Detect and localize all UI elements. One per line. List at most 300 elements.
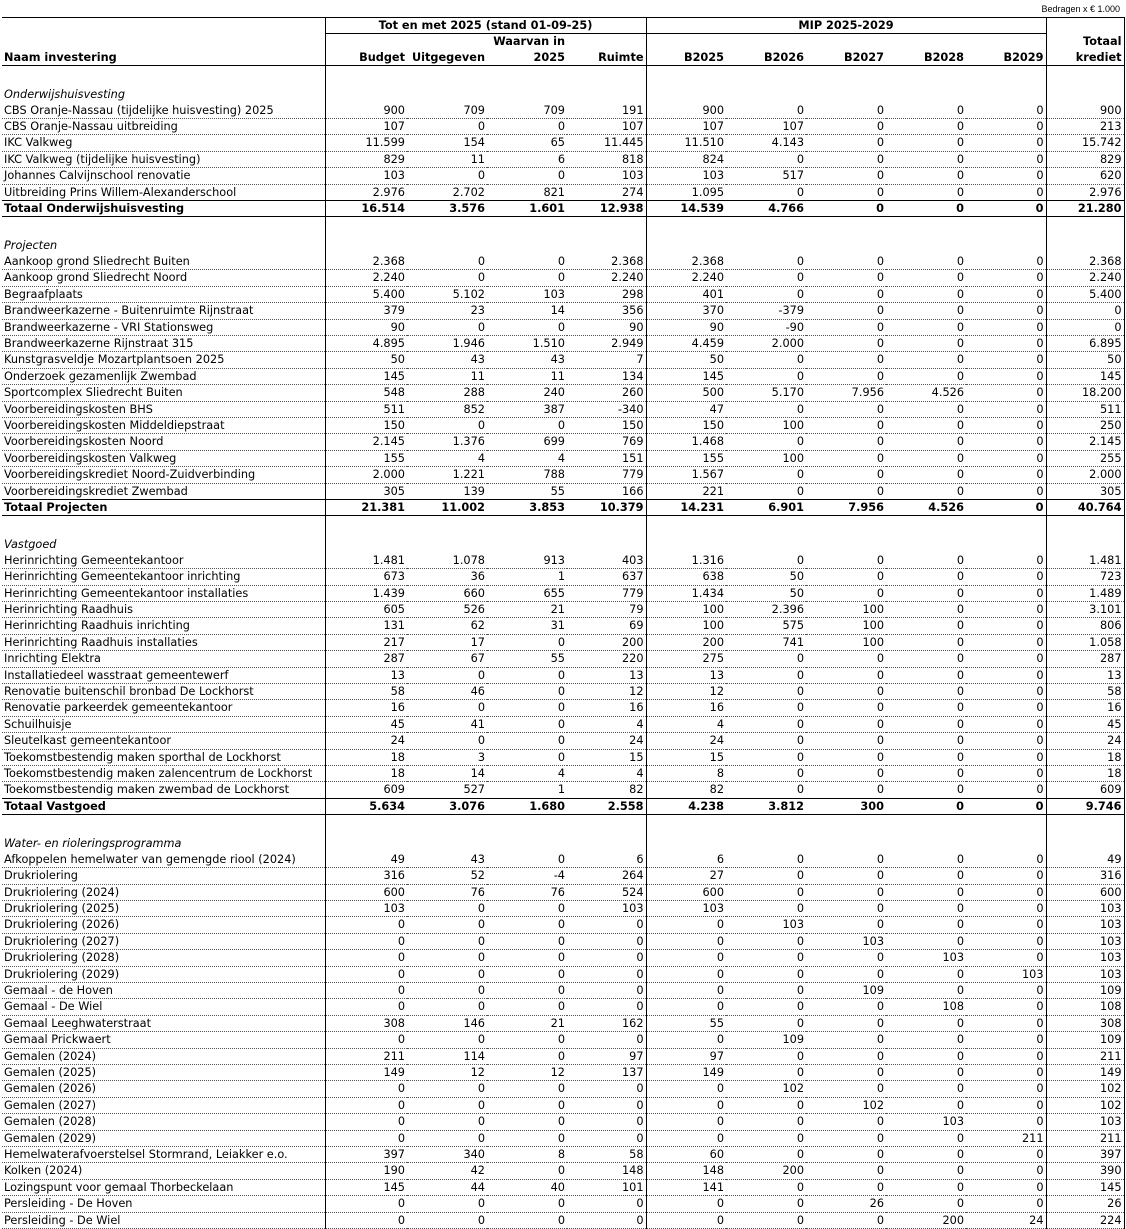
cell-b2028: 0 xyxy=(886,1147,966,1163)
cell-b2025: 13 xyxy=(646,667,726,683)
table-row xyxy=(2,585,1124,601)
cell-b2025: 0 xyxy=(646,1097,726,1113)
investment-name: Gemaal - De Wiel xyxy=(2,999,325,1015)
header-col-uitgegeven: Uitgegeven xyxy=(407,34,487,66)
cell-b2028: 0 xyxy=(886,966,966,982)
cell-totaal: 18 xyxy=(1046,749,1124,765)
cell-b2029: 0 xyxy=(966,684,1046,700)
spacer-cell xyxy=(726,815,806,837)
cell-totaal: 900 xyxy=(1046,103,1124,119)
section-empty-cell xyxy=(325,836,407,851)
section-empty-cell xyxy=(325,537,407,552)
cell-budget: 5.634 xyxy=(325,798,407,814)
cell-ruimte: 162 xyxy=(567,1015,646,1031)
investment-name: Gemalen (2028) xyxy=(2,1114,325,1130)
cell-waarvan: 21 xyxy=(487,1015,567,1031)
spacer-cell xyxy=(2,66,325,88)
cell-b2025: 200 xyxy=(646,634,726,650)
cell-budget: 0 xyxy=(325,1114,407,1130)
cell-b2026: 517 xyxy=(726,168,806,184)
spacer-cell xyxy=(487,815,567,837)
cell-budget: 2.976 xyxy=(325,184,407,200)
spacer-cell xyxy=(806,217,886,239)
investment-name: Toekomstbestendig maken zalencentrum de Lockhorst xyxy=(2,766,325,782)
cell-b2029: 0 xyxy=(966,618,1046,634)
section-empty-cell xyxy=(567,87,646,102)
section-empty-cell xyxy=(646,836,726,851)
cell-totaal: 6.895 xyxy=(1046,335,1124,351)
cell-b2026: 3.812 xyxy=(726,798,806,814)
cell-totaal: 9.746 xyxy=(1046,798,1124,814)
table-row xyxy=(2,417,1124,433)
cell-b2027: 0 xyxy=(806,1179,886,1195)
investment-name: Gemalen (2029) xyxy=(2,1130,325,1146)
cell-budget: 0 xyxy=(325,966,407,982)
table-body xyxy=(2,66,1124,1229)
cell-b2026: 0 xyxy=(726,103,806,119)
cell-b2028: 0 xyxy=(886,417,966,433)
cell-ruimte: 10.379 xyxy=(567,499,646,515)
cell-uitgegeven: 62 xyxy=(407,618,487,634)
cell-b2027: 0 xyxy=(806,950,886,966)
investment-name: Schuilhuisje xyxy=(2,716,325,732)
cell-waarvan: 0 xyxy=(487,1212,567,1228)
investment-name: Voorbereidingskosten Middeldiepstraat xyxy=(2,417,325,433)
cell-b2025: 1.434 xyxy=(646,585,726,601)
cell-uitgegeven: 0 xyxy=(407,168,487,184)
cell-b2028: 103 xyxy=(886,950,966,966)
header-col-b2029: B2029 xyxy=(966,34,1046,66)
cell-totaal: 109 xyxy=(1046,1032,1124,1048)
cell-totaal: 2.976 xyxy=(1046,184,1124,200)
cell-b2026: 0 xyxy=(726,933,806,949)
section-empty-cell xyxy=(325,87,407,102)
table-row xyxy=(2,868,1124,884)
investment-name: Johannes Calvijnschool renovatie xyxy=(2,168,325,184)
cell-uitgegeven: 709 xyxy=(407,103,487,119)
spacer-cell xyxy=(2,815,325,837)
investment-name: Lozingspunt voor gemaal Thorbeckelaan xyxy=(2,1179,325,1195)
cell-waarvan: 0 xyxy=(487,900,567,916)
cell-waarvan: 1.680 xyxy=(487,798,567,814)
cell-uitgegeven: 0 xyxy=(407,270,487,286)
cell-b2029: 0 xyxy=(966,569,1046,585)
cell-b2025: 27 xyxy=(646,868,726,884)
cell-b2028: 0 xyxy=(886,1196,966,1212)
table-row xyxy=(2,933,1124,949)
cell-waarvan: 11 xyxy=(487,368,567,384)
cell-uitgegeven: 42 xyxy=(407,1163,487,1179)
cell-totaal: 109 xyxy=(1046,982,1124,998)
cell-b2029: 0 xyxy=(966,1081,1046,1097)
cell-totaal: 103 xyxy=(1046,933,1124,949)
cell-b2027: 0 xyxy=(806,733,886,749)
cell-b2027: 7.956 xyxy=(806,385,886,401)
cell-b2025: 6 xyxy=(646,852,726,868)
table-row xyxy=(2,749,1124,765)
table-row xyxy=(2,467,1124,483)
cell-b2029: 0 xyxy=(966,135,1046,151)
spacer-cell xyxy=(646,66,726,88)
cell-waarvan: 0 xyxy=(487,733,567,749)
cell-uitgegeven: 0 xyxy=(407,319,487,335)
cell-budget: 0 xyxy=(325,1097,407,1113)
spacer-cell xyxy=(1046,217,1124,239)
cell-b2029: 0 xyxy=(966,352,1046,368)
cell-b2027: 0 xyxy=(806,254,886,270)
cell-b2026: 0 xyxy=(726,352,806,368)
cell-budget: 190 xyxy=(325,1163,407,1179)
cell-b2025: 11.510 xyxy=(646,135,726,151)
investment-name: Voorbereidingskrediet Zwembad xyxy=(2,483,325,499)
cell-b2027: 0 xyxy=(806,201,886,217)
cell-b2029: 0 xyxy=(966,884,1046,900)
cell-ruimte: 524 xyxy=(567,884,646,900)
spacer-row xyxy=(2,815,1124,837)
cell-totaal: 103 xyxy=(1046,950,1124,966)
section-empty-cell xyxy=(567,238,646,253)
spacer-cell xyxy=(1046,516,1124,538)
cell-ruimte: 12 xyxy=(567,684,646,700)
cell-b2029: 0 xyxy=(966,933,1046,949)
cell-waarvan: 0 xyxy=(487,417,567,433)
cell-totaal: 1.058 xyxy=(1046,634,1124,650)
cell-waarvan: -4 xyxy=(487,868,567,884)
cell-b2025: 150 xyxy=(646,417,726,433)
cell-b2028: 0 xyxy=(886,168,966,184)
cell-ruimte: 107 xyxy=(567,119,646,135)
cell-b2029: 0 xyxy=(966,1097,1046,1113)
cell-b2027: 0 xyxy=(806,766,886,782)
cell-ruimte: 166 xyxy=(567,483,646,499)
cell-totaal: 103 xyxy=(1046,900,1124,916)
header-col-waarvan: Waarvan in 2025 xyxy=(487,34,567,66)
cell-uitgegeven: 852 xyxy=(407,401,487,417)
spacer-cell xyxy=(646,516,726,538)
cell-totaal: 145 xyxy=(1046,1179,1124,1195)
section-empty-cell xyxy=(966,238,1046,253)
cell-waarvan: 0 xyxy=(487,667,567,683)
cell-b2026: 0 xyxy=(726,716,806,732)
cell-b2026: 0 xyxy=(726,467,806,483)
spacer-cell xyxy=(806,815,886,837)
cell-b2026: -379 xyxy=(726,303,806,319)
investment-name: Persleiding - De Wiel xyxy=(2,1212,325,1228)
cell-b2028: 0 xyxy=(886,868,966,884)
cell-waarvan: 0 xyxy=(487,999,567,1015)
cell-uitgegeven: 41 xyxy=(407,716,487,732)
cell-waarvan: 40 xyxy=(487,1179,567,1195)
cell-b2028: 0 xyxy=(886,151,966,167)
cell-b2028: 0 xyxy=(886,917,966,933)
cell-b2027: 0 xyxy=(806,368,886,384)
cell-budget: 107 xyxy=(325,119,407,135)
section-empty-cell xyxy=(1046,87,1124,102)
cell-b2028: 0 xyxy=(886,119,966,135)
section-empty-cell xyxy=(487,836,567,851)
cell-uitgegeven: 43 xyxy=(407,852,487,868)
table-row xyxy=(2,319,1124,335)
cell-ruimte: 779 xyxy=(567,585,646,601)
cell-totaal: 102 xyxy=(1046,1097,1124,1113)
cell-b2028: 4.526 xyxy=(886,385,966,401)
cell-b2027: 0 xyxy=(806,401,886,417)
cell-b2029: 0 xyxy=(966,900,1046,916)
cell-budget: 0 xyxy=(325,999,407,1015)
cell-ruimte: 818 xyxy=(567,151,646,167)
cell-b2028: 108 xyxy=(886,999,966,1015)
cell-b2029: 0 xyxy=(966,151,1046,167)
cell-b2027: 0 xyxy=(806,999,886,1015)
cell-b2027: 300 xyxy=(806,798,886,814)
section-empty-cell xyxy=(646,238,726,253)
cell-ruimte: 403 xyxy=(567,553,646,569)
spacer-cell xyxy=(806,66,886,88)
cell-b2027: 0 xyxy=(806,184,886,200)
cell-b2026: 0 xyxy=(726,900,806,916)
section-empty-cell xyxy=(1046,836,1124,851)
cell-totaal: 1.481 xyxy=(1046,553,1124,569)
investment-name: Herinrichting Raadhuis xyxy=(2,602,325,618)
cell-ruimte: 148 xyxy=(567,1163,646,1179)
cell-b2029: 0 xyxy=(966,168,1046,184)
cell-totaal: 1.489 xyxy=(1046,585,1124,601)
cell-uitgegeven: 17 xyxy=(407,634,487,650)
cell-b2026: -90 xyxy=(726,319,806,335)
cell-uitgegeven: 0 xyxy=(407,999,487,1015)
cell-b2027: 0 xyxy=(806,483,886,499)
section-empty-cell xyxy=(487,537,567,552)
table-row xyxy=(2,618,1124,634)
cell-ruimte: 2.558 xyxy=(567,798,646,814)
table-row xyxy=(2,1048,1124,1064)
cell-totaal: 211 xyxy=(1046,1130,1124,1146)
spacer-cell xyxy=(325,217,407,239)
cell-waarvan: 0 xyxy=(487,1097,567,1113)
cell-b2028: 0 xyxy=(886,798,966,814)
cell-waarvan: 0 xyxy=(487,119,567,135)
cell-b2025: 145 xyxy=(646,368,726,384)
cell-ruimte: 12.938 xyxy=(567,201,646,217)
cell-waarvan: 0 xyxy=(487,684,567,700)
cell-b2025: 60 xyxy=(646,1147,726,1163)
cell-b2029: 0 xyxy=(966,103,1046,119)
cell-totaal: 255 xyxy=(1046,450,1124,466)
cell-b2029: 0 xyxy=(966,385,1046,401)
section-empty-cell xyxy=(1046,537,1124,552)
cell-b2028: 0 xyxy=(886,467,966,483)
cell-b2025: 0 xyxy=(646,917,726,933)
cell-uitgegeven: 52 xyxy=(407,868,487,884)
cell-b2027: 0 xyxy=(806,1147,886,1163)
table-row xyxy=(2,335,1124,351)
total-label: Totaal Projecten xyxy=(2,499,325,515)
cell-waarvan: 4 xyxy=(487,450,567,466)
table-row xyxy=(2,1097,1124,1113)
table-row xyxy=(2,1015,1124,1031)
investment-name: Persleiding - De Hoven xyxy=(2,1196,325,1212)
cell-ruimte: 150 xyxy=(567,417,646,433)
cell-b2027: 0 xyxy=(806,335,886,351)
table-row xyxy=(2,1147,1124,1163)
header-spacer-right xyxy=(1046,18,1124,34)
cell-b2028: 0 xyxy=(886,553,966,569)
cell-uitgegeven: 0 xyxy=(407,917,487,933)
section-empty-cell xyxy=(726,87,806,102)
cell-ruimte: 356 xyxy=(567,303,646,319)
cell-totaal: 390 xyxy=(1046,1163,1124,1179)
cell-b2026: 0 xyxy=(726,733,806,749)
investment-name: Sleutelkast gemeentekantoor xyxy=(2,733,325,749)
cell-b2027: 0 xyxy=(806,1064,886,1080)
cell-b2026: 0 xyxy=(726,651,806,667)
cell-b2025: 1.468 xyxy=(646,434,726,450)
cell-budget: 103 xyxy=(325,900,407,916)
spacer-cell xyxy=(646,815,726,837)
cell-totaal: 308 xyxy=(1046,1015,1124,1031)
cell-budget: 103 xyxy=(325,168,407,184)
cell-b2025: 100 xyxy=(646,602,726,618)
cell-b2026: 0 xyxy=(726,950,806,966)
cell-b2028: 0 xyxy=(886,270,966,286)
table-row xyxy=(2,184,1124,200)
section-header-row xyxy=(2,836,1124,851)
cell-b2026: 200 xyxy=(726,1163,806,1179)
investment-name: Drukriolering (2028) xyxy=(2,950,325,966)
spacer-cell xyxy=(2,217,325,239)
cell-ruimte: 274 xyxy=(567,184,646,200)
cell-b2029: 0 xyxy=(966,499,1046,515)
section-empty-cell xyxy=(487,238,567,253)
cell-uitgegeven: 1.078 xyxy=(407,553,487,569)
cell-b2025: 149 xyxy=(646,1064,726,1080)
cell-b2029: 0 xyxy=(966,1048,1046,1064)
cell-b2027: 0 xyxy=(806,151,886,167)
section-empty-cell xyxy=(726,836,806,851)
section-empty-cell xyxy=(886,238,966,253)
cell-uitgegeven: 36 xyxy=(407,569,487,585)
cell-uitgegeven: 2.702 xyxy=(407,184,487,200)
cell-b2029: 0 xyxy=(966,254,1046,270)
section-empty-cell xyxy=(886,836,966,851)
cell-totaal: 21.280 xyxy=(1046,201,1124,217)
section-empty-cell xyxy=(726,238,806,253)
cell-b2028: 0 xyxy=(886,749,966,765)
cell-b2026: 741 xyxy=(726,634,806,650)
cell-ruimte: 0 xyxy=(567,950,646,966)
investment-name: Aankoop grond Sliedrecht Buiten xyxy=(2,254,325,270)
cell-budget: 155 xyxy=(325,450,407,466)
cell-b2026: 0 xyxy=(726,884,806,900)
cell-budget: 217 xyxy=(325,634,407,650)
table-row xyxy=(2,950,1124,966)
cell-b2027: 0 xyxy=(806,103,886,119)
cell-b2029: 0 xyxy=(966,982,1046,998)
cell-totaal: 26 xyxy=(1046,1196,1124,1212)
investment-name: Toekomstbestendig maken zwembad de Lockhorst xyxy=(2,782,325,798)
spacer-cell xyxy=(407,66,487,88)
cell-b2026: 0 xyxy=(726,1147,806,1163)
cell-b2029: 0 xyxy=(966,1015,1046,1031)
spacer-cell xyxy=(325,66,407,88)
cell-b2026: 0 xyxy=(726,868,806,884)
investment-name: Drukriolering (2027) xyxy=(2,933,325,949)
section-empty-cell xyxy=(567,836,646,851)
header-col-b2026: B2026 xyxy=(726,34,806,66)
cell-b2027: 100 xyxy=(806,602,886,618)
cell-totaal: 316 xyxy=(1046,868,1124,884)
cell-totaal: 24 xyxy=(1046,733,1124,749)
investment-name: Drukriolering (2026) xyxy=(2,917,325,933)
cell-b2029: 0 xyxy=(966,335,1046,351)
cell-b2028: 0 xyxy=(886,286,966,302)
cell-uitgegeven: 154 xyxy=(407,135,487,151)
table-row xyxy=(2,1130,1124,1146)
cell-b2025: 0 xyxy=(646,1130,726,1146)
cell-uitgegeven: 0 xyxy=(407,1114,487,1130)
section-empty-cell xyxy=(966,836,1046,851)
cell-uitgegeven: 11 xyxy=(407,368,487,384)
cell-b2028: 0 xyxy=(886,733,966,749)
cell-b2029: 0 xyxy=(966,667,1046,683)
cell-totaal: 829 xyxy=(1046,151,1124,167)
cell-b2026: 0 xyxy=(726,483,806,499)
cell-ruimte: 103 xyxy=(567,900,646,916)
section-empty-cell xyxy=(1046,238,1124,253)
investment-name: Kolken (2024) xyxy=(2,1163,325,1179)
investment-name: Herinrichting Raadhuis inrichting xyxy=(2,618,325,634)
cell-b2026: 6.901 xyxy=(726,499,806,515)
cell-budget: 0 xyxy=(325,933,407,949)
cell-waarvan: 3.853 xyxy=(487,499,567,515)
section-empty-cell xyxy=(487,87,567,102)
cell-b2025: 100 xyxy=(646,618,726,634)
cell-b2027: 0 xyxy=(806,450,886,466)
header-col-b2027: B2027 xyxy=(806,34,886,66)
table-row xyxy=(2,1212,1124,1228)
cell-b2028: 4.526 xyxy=(886,499,966,515)
cell-totaal: 50 xyxy=(1046,352,1124,368)
cell-uitgegeven: 0 xyxy=(407,700,487,716)
cell-waarvan: 0 xyxy=(487,933,567,949)
cell-b2029: 0 xyxy=(966,852,1046,868)
cell-b2025: 275 xyxy=(646,651,726,667)
cell-ruimte: 11.445 xyxy=(567,135,646,151)
cell-waarvan: 387 xyxy=(487,401,567,417)
cell-b2027: 109 xyxy=(806,982,886,998)
cell-b2026: 0 xyxy=(726,286,806,302)
cell-b2028: 0 xyxy=(886,450,966,466)
spacer-row xyxy=(2,516,1124,538)
cell-b2029: 0 xyxy=(966,368,1046,384)
header-col-b2028: B2028 xyxy=(886,34,966,66)
investment-name: Herinrichting Gemeentekantoor inrichting xyxy=(2,569,325,585)
cell-b2025: 0 xyxy=(646,982,726,998)
cell-ruimte: 82 xyxy=(567,782,646,798)
cell-ruimte: -340 xyxy=(567,401,646,417)
cell-totaal: 620 xyxy=(1046,168,1124,184)
cell-uitgegeven: 3.576 xyxy=(407,201,487,217)
cell-ruimte: 97 xyxy=(567,1048,646,1064)
cell-uitgegeven: 660 xyxy=(407,585,487,601)
spacer-cell xyxy=(886,815,966,837)
cell-b2026: 102 xyxy=(726,1081,806,1097)
cell-budget: 18 xyxy=(325,766,407,782)
table-row xyxy=(2,1064,1124,1080)
cell-budget: 605 xyxy=(325,602,407,618)
investment-name: Onderzoek gezamenlijk Zwembad xyxy=(2,368,325,384)
cell-b2026: 0 xyxy=(726,270,806,286)
